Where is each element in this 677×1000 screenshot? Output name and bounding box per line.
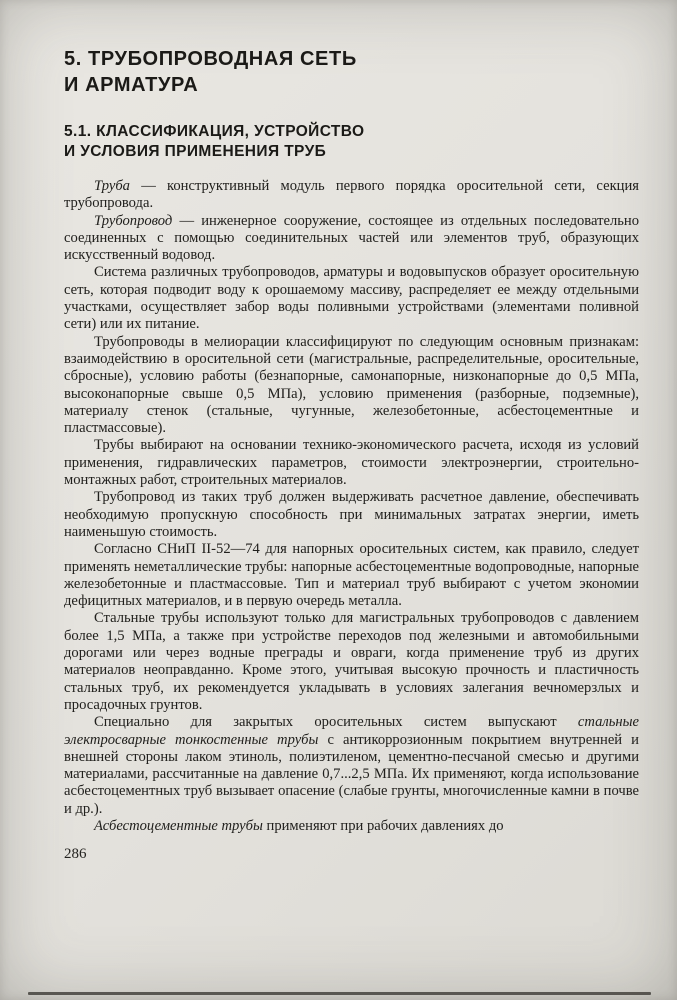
paragraph (64, 178, 639, 213)
text-run: Трубопровод из таких труб должен выдерживать расчетное давление, обеспечивать необходимую пропускную способность при минимальных затратах энергии, иметь наименьшую стоимость. (64, 489, 639, 540)
paragraph (64, 541, 639, 610)
chapter-title-line1: 5. ТРУБОПРОВОДНАЯ СЕТЬ (64, 48, 357, 70)
text-block (64, 178, 639, 835)
text-run: с антикоррозионным покрытием внутренней и внешней стороны лаком этиноль, полиэтиленом, цементно-песчаной смесью и другими материалами, рассчитанные на давление 0,7...2,5 МПа. Их применяют, когда использование асбестоцементных труб вызывает опасение (слабые грунты, многочисленные камни в почве и др.). (64, 731, 639, 817)
paragraph (64, 437, 639, 489)
page-number: 286 (64, 846, 87, 863)
paragraph (64, 818, 639, 835)
text-run: Согласно СНиП II-52—74 для напорных оросительных систем, как правило, следует применять неметаллические трубы: напорные асбестоцементные водопроводные, напорные железобетонные и пластмассовые. Тип и материал труб выбирают с учетом экономии дефицитных материалов, и в первую очередь металла. (64, 541, 639, 610)
scan-edge-line (28, 992, 651, 995)
paragraph (64, 610, 639, 714)
chapter-title-line2: И АРМАТУРА (64, 74, 199, 96)
text-run: Система различных трубопроводов, арматуры и водовыпусков образует оросительную сеть, которая подводит воду к орошаемому массиву, распределяет ее между отдельными участками, осуществляет забор воды поливными устройствами (элементами поливной сети) или их питание. (64, 264, 639, 333)
paragraph (64, 334, 639, 438)
text-run: Трубы выбирают на основании технико-экономического расчета, исходя из условий применения, гидравлических параметров, стоимости электроэнергии, строительно-монтажных работ, строительных материалов. (64, 437, 639, 489)
text-run: применяют при рабочих давлениях до (262, 817, 504, 834)
text-run: Специально для закрытых оросительных систем выпускают (94, 714, 578, 731)
text-run: Стальные трубы используют только для магистральных трубопроводов с давлением более 1,5 МПа, а также при устройстве переходов под железными и автомобильными дорогами или через водные преграды и овраги, когда применение труб из других материалов неоправданно. Кроме этого, учитывая высокую прочность и пластичность стальных труб, их рекомендуется укладывать в условиях залегания вечномерзлых и просадочных грунтов. (64, 610, 639, 713)
italic-run: Труба (94, 178, 130, 194)
section-title (64, 122, 639, 162)
section-title-line2: И УСЛОВИЯ ПРИМЕНЕНИЯ ТРУБ (64, 143, 327, 160)
italic-run: Трубопровод (94, 212, 173, 229)
text-run: — конструктивный модуль первого порядка оросительной сети, секция трубопровода. (64, 178, 639, 212)
paragraph (64, 213, 639, 265)
chapter-title (64, 46, 639, 98)
text-run: — инженерное сооружение, состоящее из отдельных последовательно соединенных с помощью соединительных частей или элементов труб, образующих искусственный водовод. (64, 212, 639, 264)
paragraph (64, 489, 639, 541)
text-run: Трубопроводы в мелиорации классифицируют по следующим основным признакам: взаимодействию в оросительной сети (магистральные, распределительные, оросительные, сбросные), условию работы (безнапорные, самонапорные, низконапорные до 0,5 МПа, высоконапорные свыше 0,5 МПа), условию применения (разборные, подземные), материалу стенок (стальные, чугунные, железобетонные, асбестоцементные и пластмассовые). (64, 333, 639, 437)
section-title-line1: 5.1. КЛАССИФИКАЦИЯ, УСТРОЙСТВО (64, 123, 365, 140)
paragraph (64, 264, 639, 333)
paragraph (64, 714, 639, 818)
italic-run: стальные электросварные тонкостенные трубы (64, 714, 639, 748)
italic-run: Асбестоцементные трубы (94, 817, 263, 834)
